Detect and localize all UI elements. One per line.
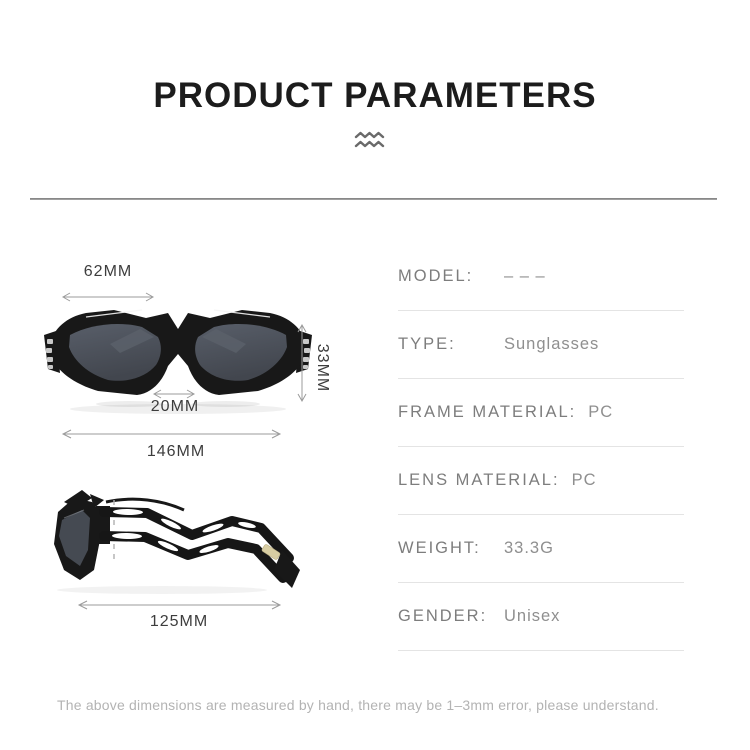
param-label: GENDER:	[398, 607, 488, 625]
lens-width-arrow-icon	[58, 291, 158, 303]
temple-length-arrow-icon	[74, 599, 285, 611]
param-label: LENS MATERIAL:	[398, 471, 560, 489]
param-row-weight	[398, 515, 684, 583]
disclaimer-text: The above dimensions are measured by hand, there may be 1–3mm error, please understand.	[57, 697, 659, 713]
param-value: PC	[588, 403, 614, 421]
param-label: FRAME MATERIAL:	[398, 403, 577, 421]
lens-height-label: 33MM	[314, 343, 331, 393]
param-value: PC	[571, 471, 597, 489]
lens-height-arrow-icon	[296, 320, 308, 406]
param-row-frame-material	[398, 379, 684, 447]
param-value: – – –	[504, 267, 546, 285]
temple-length-label: 125MM	[149, 613, 209, 630]
param-label: TYPE:	[398, 335, 456, 353]
parameter-list	[398, 243, 684, 651]
frame-width-arrow-icon	[58, 428, 285, 440]
frame-width-label: 146MM	[146, 443, 206, 460]
param-value: 33.3G	[504, 539, 554, 557]
param-value: Unisex	[504, 607, 561, 625]
sunglasses-side-image	[42, 486, 314, 598]
param-row-gender	[398, 583, 684, 651]
param-row-type	[398, 311, 684, 379]
param-label: MODEL:	[398, 267, 474, 285]
page-title: PRODUCT PARAMETERS	[153, 76, 597, 115]
lens-width-label: 62MM	[83, 263, 133, 280]
param-value: Sunglasses	[504, 335, 600, 353]
param-row-model	[398, 243, 684, 311]
param-label: WEIGHT:	[398, 539, 481, 557]
param-row-lens-material	[398, 447, 684, 515]
bridge-width-label: 20MM	[150, 398, 200, 415]
wave-squiggle-icon	[354, 130, 386, 152]
section-divider	[30, 198, 717, 200]
